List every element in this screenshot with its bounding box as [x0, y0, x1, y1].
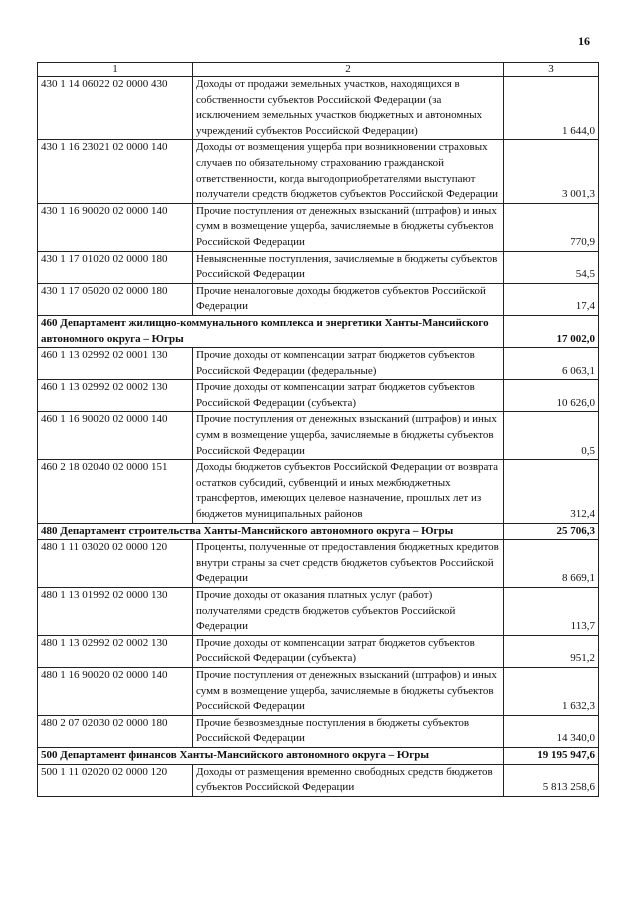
table-row	[38, 140, 599, 203]
row-description: Прочие доходы от оказания платных услуг (работ) получателями средств бюджетов субъектов Российской Федерации	[193, 588, 504, 636]
row-amount: 8 669,1	[504, 540, 599, 588]
row-code: 430 1 17 05020 02 0000 180	[38, 283, 193, 315]
page-number: 16	[578, 34, 590, 48]
row-description: Прочие поступления от денежных взысканий (штрафов) и иных сумм в возмещение ущерба, зачисляемые в бюджеты субъектов Российской Федерации	[193, 203, 504, 251]
row-amount: 113,7	[504, 588, 599, 636]
row-code: 460 1 13 02992 02 0001 130	[38, 348, 193, 380]
table-row	[38, 715, 599, 747]
row-description: Доходы от размещения временно свободных средств бюджетов субъектов Российской Федерации	[193, 764, 504, 796]
row-amount: 3 001,3	[504, 140, 599, 203]
section-amount: 25 706,3	[504, 523, 599, 540]
table-row	[38, 460, 599, 523]
section-amount: 19 195 947,6	[504, 747, 599, 764]
row-amount: 54,5	[504, 251, 599, 283]
row-code: 480 1 13 01992 02 0000 130	[38, 588, 193, 636]
row-code: 430 1 14 06022 02 0000 430	[38, 77, 193, 140]
section-title: 460 Департамент жилищно-коммунального комплекса и энергетики Ханты-Мансийского автономного округа – Югры	[38, 315, 504, 347]
row-amount: 0,5	[504, 412, 599, 460]
table-row	[38, 251, 599, 283]
table-header-row	[38, 63, 599, 77]
revenue-table	[37, 62, 599, 797]
table-row	[38, 77, 599, 140]
column-header-description: 2	[193, 63, 504, 77]
column-header-amount: 3	[504, 63, 599, 77]
table-row	[38, 667, 599, 715]
row-description: Прочие поступления от денежных взысканий (штрафов) и иных сумм в возмещение ущерба, зачисляемые в бюджеты субъектов Российской Федерации	[193, 667, 504, 715]
table-row	[38, 764, 599, 796]
section-row	[38, 747, 599, 764]
row-code: 480 2 07 02030 02 0000 180	[38, 715, 193, 747]
table-row	[38, 412, 599, 460]
row-amount: 1 644,0	[504, 77, 599, 140]
table-row	[38, 348, 599, 380]
row-description: Прочие доходы от компенсации затрат бюджетов субъектов Российской Федерации (федеральные)	[193, 348, 504, 380]
row-code: 460 1 16 90020 02 0000 140	[38, 412, 193, 460]
row-code: 460 1 13 02992 02 0002 130	[38, 380, 193, 412]
row-description: Прочие безвозмездные поступления в бюджеты субъектов Российской Федерации	[193, 715, 504, 747]
section-title: 480 Департамент строительства Ханты-Мансийского автономного округа – Югры	[38, 523, 504, 540]
row-description: Прочие доходы от компенсации затрат бюджетов субъектов Российской Федерации (субъекта)	[193, 635, 504, 667]
row-description: Доходы от продажи земельных участков, находящихся в собственности субъектов Российской Федерации (за исключением земельных участков бюджетных и автономных учреждений субъектов Российской Федерации)	[193, 77, 504, 140]
row-code: 430 1 16 23021 02 0000 140	[38, 140, 193, 203]
row-amount: 14 340,0	[504, 715, 599, 747]
row-amount: 10 626,0	[504, 380, 599, 412]
row-code: 480 1 13 02992 02 0002 130	[38, 635, 193, 667]
row-code: 430 1 16 90020 02 0000 140	[38, 203, 193, 251]
table-row	[38, 635, 599, 667]
row-amount: 1 632,3	[504, 667, 599, 715]
row-amount: 5 813 258,6	[504, 764, 599, 796]
row-amount: 312,4	[504, 460, 599, 523]
row-amount: 17,4	[504, 283, 599, 315]
row-code: 500 1 11 02020 02 0000 120	[38, 764, 193, 796]
row-description: Прочие доходы от компенсации затрат бюджетов субъектов Российской Федерации (субъекта)	[193, 380, 504, 412]
row-code: 480 1 11 03020 02 0000 120	[38, 540, 193, 588]
table-body	[38, 77, 599, 797]
table-row	[38, 203, 599, 251]
row-description: Прочие поступления от денежных взысканий (штрафов) и иных сумм в возмещение ущерба, зачисляемые в бюджеты субъектов Российской Федерации	[193, 412, 504, 460]
section-row	[38, 315, 599, 347]
row-description: Проценты, полученные от предоставления бюджетных кредитов внутри страны за счет средств бюджетов субъектов Российской Федерации	[193, 540, 504, 588]
row-description: Доходы от возмещения ущерба при возникновении страховых случаев по обязательному страхованию гражданской ответственности, когда выгодоприобретателями выступают получатели средств бюджетов субъектов Российской Федерации	[193, 140, 504, 203]
row-amount: 951,2	[504, 635, 599, 667]
row-amount: 770,9	[504, 203, 599, 251]
section-amount: 17 002,0	[504, 315, 599, 347]
row-code: 430 1 17 01020 02 0000 180	[38, 251, 193, 283]
table-row	[38, 588, 599, 636]
table-row	[38, 283, 599, 315]
section-row	[38, 523, 599, 540]
column-header-code: 1	[38, 63, 193, 77]
row-description: Прочие неналоговые доходы бюджетов субъектов Российской Федерации	[193, 283, 504, 315]
section-title: 500 Департамент финансов Ханты-Мансийского автономного округа – Югры	[38, 747, 504, 764]
row-amount: 6 063,1	[504, 348, 599, 380]
row-code: 480 1 16 90020 02 0000 140	[38, 667, 193, 715]
row-description: Доходы бюджетов субъектов Российской Федерации от возврата остатков субсидий, субвенций и иных межбюджетных трансфертов, имеющих целевое назначение, прошлых лет из бюджетов муниципальных районов	[193, 460, 504, 523]
table-row	[38, 540, 599, 588]
row-description: Невыясненные поступления, зачисляемые в бюджеты субъектов Российской Федерации	[193, 251, 504, 283]
table-row	[38, 380, 599, 412]
row-code: 460 2 18 02040 02 0000 151	[38, 460, 193, 523]
